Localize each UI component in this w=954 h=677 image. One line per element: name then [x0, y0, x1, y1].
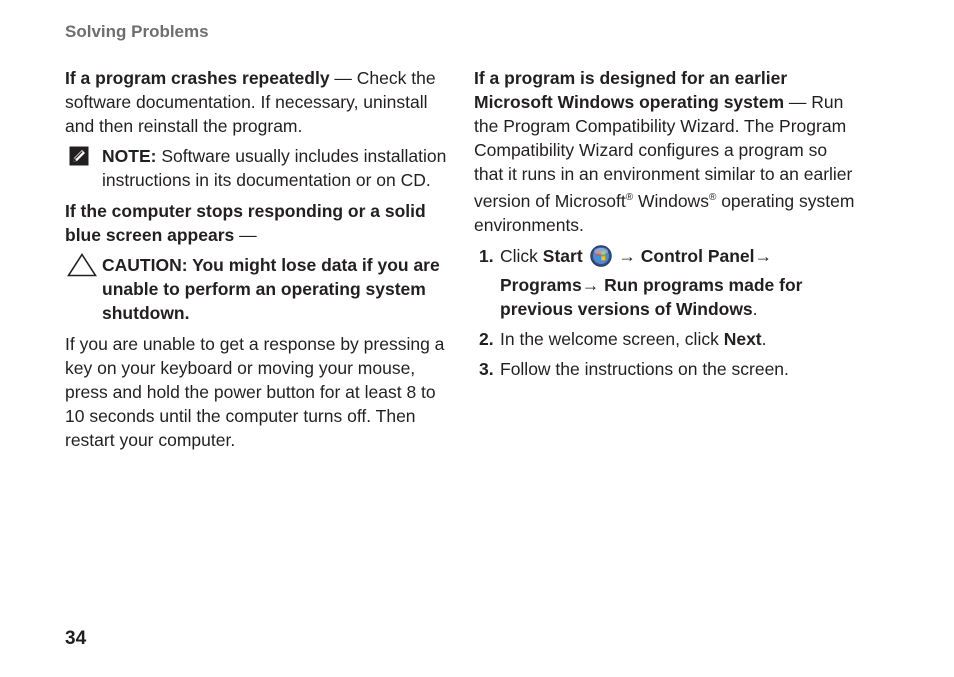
next-label: Next	[723, 328, 762, 349]
caution-callout	[65, 253, 450, 325]
step-1	[474, 244, 859, 321]
crash-text: — Check the software documentation. If necessary, uninstall and then reinstall the program.	[65, 68, 436, 136]
caution-text: You might lose data if you are unable to perform an operating system shutdown.	[102, 255, 440, 323]
registered-mark: ®	[625, 192, 634, 203]
response-paragraph: If you are unable to get a response by pressing a key on your keyboard or moving your mouse, press and hold the power button for at least 8 to 10 seconds until the computer turns off. Then restart your computer.	[65, 334, 445, 450]
page-number: 34	[65, 628, 87, 649]
compat-text-a: — Run the Program Compatibility Wizard. The Program Compatibility Wizard configures a program so that it runs in an environment similar to an earlier version of Microsoft	[474, 92, 853, 211]
note-label: NOTE:	[102, 146, 157, 166]
start-label: Start	[542, 245, 583, 266]
stop-text: —	[234, 225, 257, 245]
step-3	[474, 357, 859, 381]
stop-heading: If the computer stops responding or a solid blue screen appears	[65, 201, 426, 245]
step-1-prefix: Click	[500, 245, 543, 266]
compat-paragraph	[474, 66, 859, 237]
arrow: →	[581, 274, 605, 295]
step-2-prefix: In the welcome screen, click	[500, 328, 724, 349]
caution-triangle-icon	[67, 253, 97, 283]
left-column	[65, 66, 450, 452]
running-head: Solving Problems	[65, 22, 209, 41]
compat-text-b: Windows	[633, 190, 709, 211]
step-1-suffix: .	[752, 298, 758, 319]
control-panel-label: Control Panel	[640, 245, 755, 266]
note-pencil-icon	[69, 146, 89, 172]
step-number: 1.	[479, 245, 494, 266]
step-number: 2.	[479, 328, 494, 349]
step-2-suffix: .	[761, 328, 767, 349]
note-text: Software usually includes installation instructions in its documentation or on CD.	[102, 146, 447, 190]
note-callout	[65, 144, 450, 192]
arrow: →	[754, 245, 773, 266]
step-3-text: Follow the instructions on the screen.	[500, 358, 789, 379]
crash-paragraph	[65, 66, 450, 138]
run-programs-label: Run programs made for previous versions of Windows	[500, 274, 803, 319]
compat-text-c: operating system environments.	[474, 190, 855, 235]
programs-label: Programs	[500, 274, 582, 295]
caution-label: CAUTION:	[102, 255, 188, 275]
step-2	[474, 327, 859, 351]
stop-paragraph	[65, 199, 450, 247]
compat-heading: If a program is designed for an earlier Microsoft Windows operating system	[474, 68, 788, 112]
registered-mark: ®	[708, 192, 717, 203]
arrow: →	[613, 245, 641, 266]
crash-heading: If a program crashes repeatedly	[65, 68, 330, 88]
windows-start-icon	[590, 245, 612, 273]
right-column	[474, 66, 859, 387]
step-number: 3.	[479, 358, 494, 379]
steps-list	[474, 244, 859, 381]
